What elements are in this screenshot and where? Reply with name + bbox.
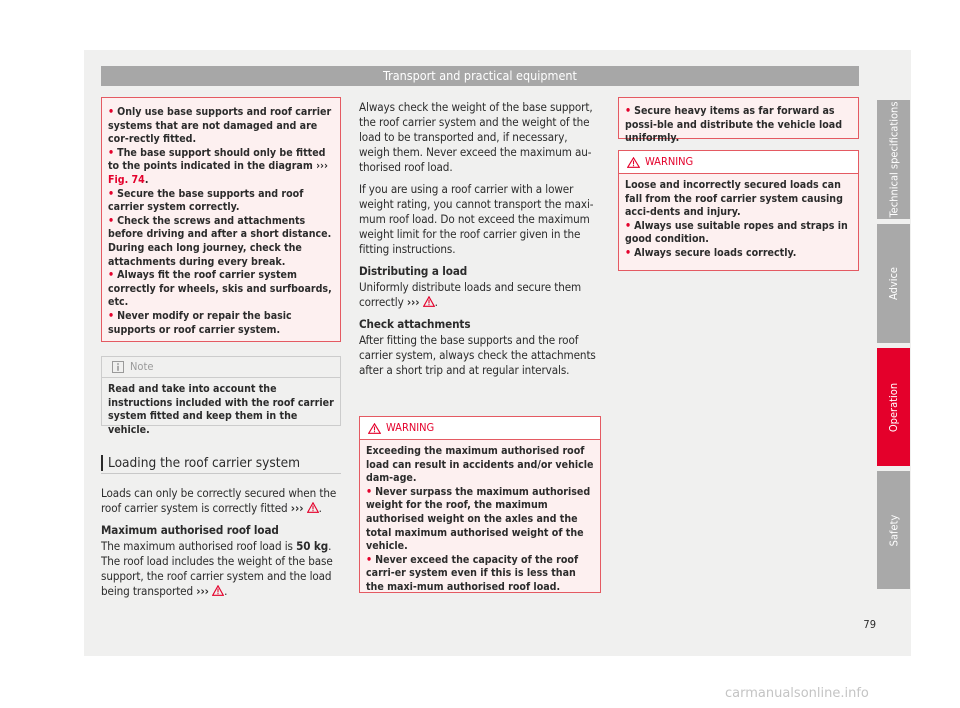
section-divider — [101, 473, 341, 474]
list-item: • Always secure loads correctly. — [625, 247, 852, 261]
list-item: • Only use base supports and roof carrier systems that are not damaged and are cor-rectly fitted. — [108, 106, 334, 147]
tab-technical-specifications[interactable]: Technical specifications — [877, 100, 910, 219]
paragraph: After fitting the base supports and the roof carrier system, always check the attachments after a short trip and at regular intervals. — [359, 333, 596, 377]
warning-label: WARNING — [645, 155, 694, 168]
paragraph: If you are using a roof carrier with a lower weight rating, you cannot transport the maxi-mum roof load. Do not exceed the maximum weight limit for the roof carrier given in the fitting instructions. — [359, 182, 594, 256]
paragraph: Uniformly distribute loads and secure them correctly ››› . — [359, 280, 582, 309]
tab-advice[interactable]: Advice — [877, 224, 910, 343]
tab-operation[interactable]: Operation — [877, 348, 910, 466]
warning-box — [359, 416, 601, 593]
list-item: • Check the screws and attachments before driving and after a short distance. During each long journey, check the attachments during every break. — [108, 215, 334, 269]
list-item: • Never surpass the maximum authorised weight for the roof, the maximum authorised weight on the axles and the total maximum authorised weight of the vehicle. — [366, 486, 594, 554]
figure-link[interactable]: Fig. 74 — [108, 173, 145, 186]
list-item: • Never exceed the capacity of the roof carri-er system even if this is less than the maxi-mum authorised roof load. — [366, 554, 594, 595]
list-item: • Secure the base supports and roof carrier system correctly. — [108, 188, 334, 215]
warning-icon — [212, 585, 224, 596]
caution-box — [101, 97, 341, 342]
watermark: carmanualsonline.info — [725, 686, 869, 701]
warning-intro: Exceeding the maximum authorised roof load can result in accidents and/or vehicle dam-age. — [366, 445, 594, 485]
list-item: • Secure heavy items as far forward as possi-ble and distribute the vehicle load uniformly. — [625, 105, 852, 146]
section-title: Loading the roof carrier system — [108, 455, 301, 471]
caution-box — [618, 97, 859, 145]
subheading: Check attachments — [359, 317, 471, 331]
warning-icon — [307, 502, 319, 513]
paragraph: Always check the weight of the base support, the roof carrier system and the weight of the load to be transported and, if necessary, weigh them. Never exceed the maximum au-thorised roof load. — [359, 100, 593, 174]
column-2-body — [359, 100, 601, 378]
subheading: Distributing a load — [359, 264, 468, 278]
page-number: 79 — [863, 618, 876, 631]
warning-icon — [423, 296, 435, 307]
list-item: • Never modify or repair the basic supports or roof carrier system. — [108, 310, 334, 337]
note-text: Read and take into account the instructions included with the roof carrier system fitted and keep them in the vehicle. — [108, 383, 334, 436]
intro-text: Loads can only be correctly secured when the roof carrier system is correctly fitted ››› . — [101, 486, 337, 515]
warning-icon — [627, 157, 640, 168]
list-item: • The base support should only be fitted to the points indicated in the diagram ››› Fig. 74. — [108, 147, 334, 188]
warning-label: WARNING — [386, 421, 435, 434]
paragraph: The maximum authorised roof load is 50 kg. The roof load includes the weight of the base support, the roof carrier system and the load being transported ››› . — [101, 539, 333, 598]
tab-safety[interactable]: Safety — [877, 471, 910, 589]
column-1-body — [101, 486, 341, 599]
warning-intro: Loose and incorrectly secured loads can fall from the roof carrier system causing acci-dents and injury. — [625, 179, 843, 219]
info-icon — [112, 361, 124, 373]
warning-icon — [368, 423, 381, 434]
warning-box — [618, 150, 859, 271]
list-item: • Always fit the roof carrier system correctly for wheels, skis and surfboards, etc. — [108, 269, 334, 310]
note-label: Note — [130, 360, 154, 373]
note-box — [101, 356, 341, 436]
subheading: Maximum authorised roof load — [101, 523, 279, 537]
page-header: Transport and practical equipment — [101, 66, 859, 86]
list-item: • Always use suitable ropes and straps in good condition. — [625, 220, 852, 247]
